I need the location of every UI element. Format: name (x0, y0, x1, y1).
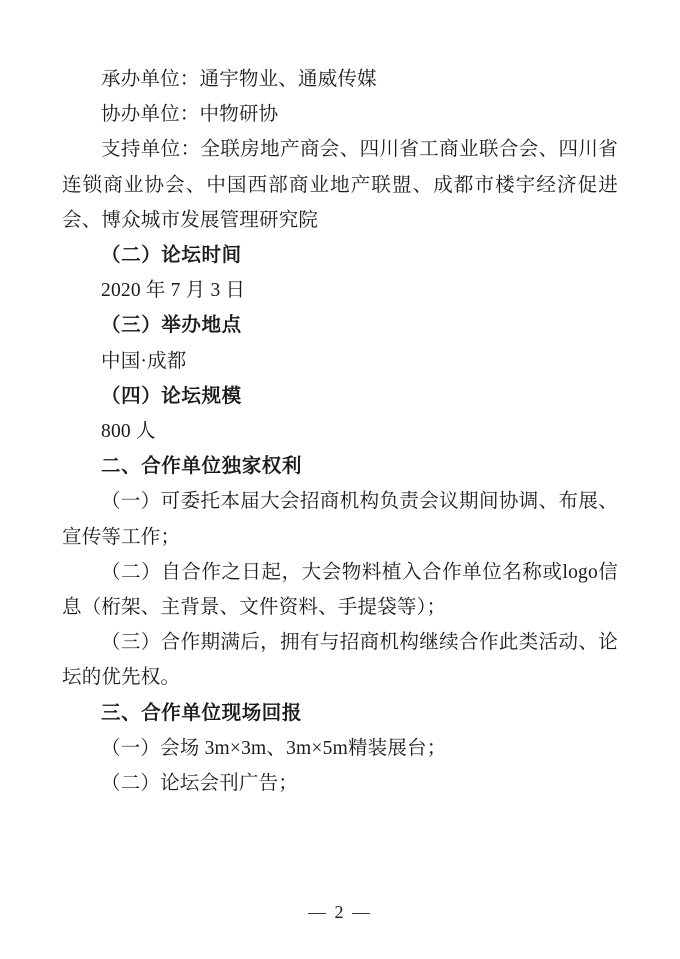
paragraph-forum-date: 2020 年 7 月 3 日 (101, 280, 246, 302)
heading-forum-venue: （三）举办地点 (101, 315, 242, 337)
heading-forum-scale: （四）论坛规模 (101, 385, 242, 407)
paragraph-supporters: 支持单位：全联房地产商会、四川省工商业联合会、四川省连锁商业协会、中国西部商业地产联盟、成都市楼宇经济促进会、博众城市发展管理研究院 (62, 139, 618, 231)
paragraph-right-two: （二）自合作之日起，大会物料植入合作单位名称或logo信息（桁架、主背景、文件资料、手提袋等）； (62, 561, 618, 619)
heading-section-two: 二、合作单位独家权利 (101, 456, 303, 478)
paragraph-organizer: 承办单位：通宇物业、通威传媒 (101, 69, 377, 90)
paragraph-return-one: （一）会场 3m×3m、3m×5m精装展台； (101, 737, 447, 759)
document-body (62, 62, 618, 801)
paragraph-forum-attendees: 800 人 (101, 421, 156, 443)
paragraph-right-one: （一）可委托本届大会招商机构负责会议期间协调、布展、宣传等工作； (62, 491, 618, 548)
paragraph-coorganizer: 协办单位：中物研协 (101, 104, 279, 126)
page-number: — 2 — (308, 902, 372, 922)
heading-section-three: 三、合作单位现场回报 (101, 702, 303, 724)
heading-forum-time: （二）论坛时间 (101, 245, 242, 267)
paragraph-right-three: （三）合作期满后，拥有与招商机构继续合作此类活动、论坛的优先权。 (62, 632, 618, 689)
paragraph-return-two: （二）论坛会刊广告； (101, 773, 299, 795)
paragraph-forum-location: 中国·成都 (101, 350, 187, 372)
